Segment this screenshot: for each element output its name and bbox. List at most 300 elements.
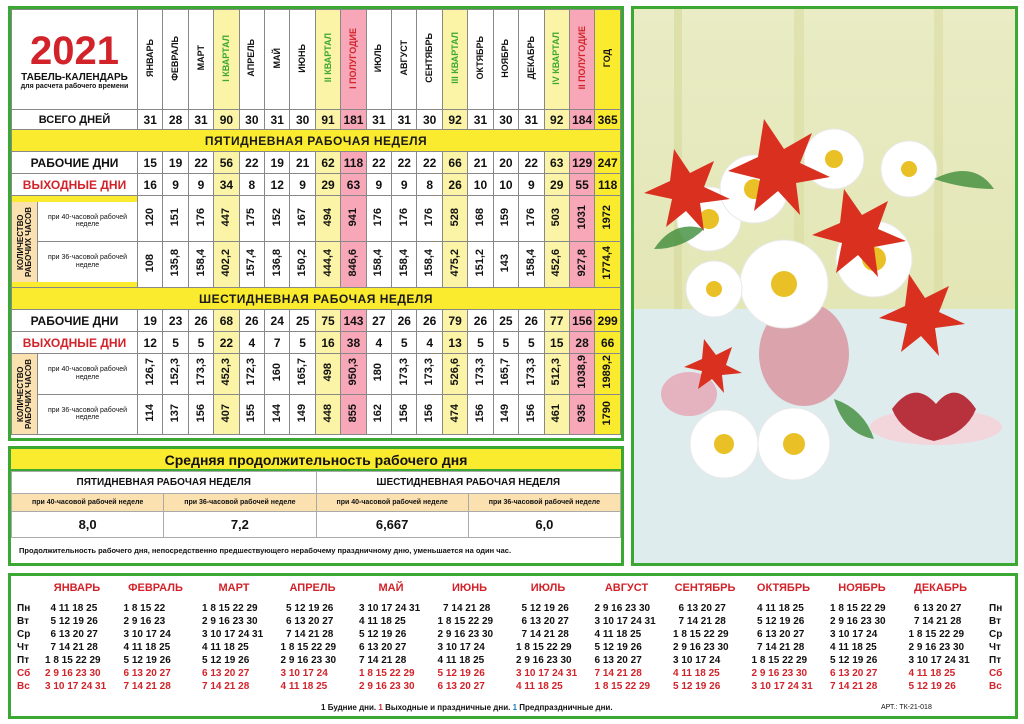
h36-value-text: 158,4 xyxy=(397,249,410,277)
h40-value xyxy=(366,354,391,395)
week-row: 5 12 19 26 xyxy=(673,681,721,692)
column-header-label: СЕНТЯБРЬ xyxy=(424,33,435,83)
h40-value xyxy=(493,196,518,242)
total-value: 92 xyxy=(442,110,467,130)
off-days-value: 10 xyxy=(493,174,518,196)
h40-value xyxy=(442,196,467,242)
h36-value xyxy=(138,394,163,435)
week-row: 1 8 15 22 29 xyxy=(830,603,886,614)
total-value: 31 xyxy=(138,110,163,130)
weekday-label: Чт xyxy=(989,642,1001,653)
total-value: 30 xyxy=(493,110,518,130)
h40-value-text: 176 xyxy=(397,207,410,227)
column-header-label: ОКТЯБРЬ xyxy=(474,36,485,80)
column-header xyxy=(265,10,290,110)
h36-value xyxy=(341,242,366,288)
off-days-value: 55 xyxy=(569,174,594,196)
h36-value xyxy=(163,242,188,288)
week-row: 7 14 21 28 xyxy=(751,642,805,653)
work-days-value: 26 xyxy=(519,310,544,332)
h40-value-text: 498 xyxy=(321,363,334,382)
off-days-value: 5 xyxy=(392,332,417,354)
hours-label: КОЛИЧЕСТВО РАБОЧИХ ЧАСОВ xyxy=(15,206,33,277)
week-row: 1 8 15 22 29 xyxy=(359,668,415,679)
week-row: 3 10 17 24 xyxy=(830,629,878,640)
flower-bouquet-illustration xyxy=(634,9,1015,563)
off-days-value: 66 xyxy=(595,332,621,354)
week-row: 4 11 18 25 xyxy=(359,616,406,627)
off-days-value: 4 xyxy=(239,332,264,354)
h40-value xyxy=(493,354,518,395)
week-row: 1 8 15 22 29 xyxy=(437,616,494,627)
total-value: 28 xyxy=(163,110,188,130)
h36-value-text: 157,4 xyxy=(245,249,258,277)
h36-value xyxy=(493,242,518,288)
year-calendar xyxy=(8,573,1018,719)
weekday-label: Ср xyxy=(989,629,1003,640)
h36-value-text: 156 xyxy=(524,403,537,422)
off-days-label: ВЫХОДНЫЕ ДНИ xyxy=(12,174,138,196)
h40-value xyxy=(214,196,239,242)
h36-value xyxy=(595,242,621,288)
h40-value-text: 176 xyxy=(194,207,207,227)
work-days-value: 19 xyxy=(163,152,188,174)
week-row: 7 14 21 28 xyxy=(673,616,726,627)
h36-value xyxy=(468,242,493,288)
h40-value-text: 950,3 xyxy=(346,358,359,387)
week-row: 4 11 18 25 xyxy=(594,629,642,640)
week-row: 3 10 17 24 xyxy=(437,642,485,653)
h36-value xyxy=(417,242,442,288)
h40-value xyxy=(442,354,467,395)
work-days-value: 26 xyxy=(239,310,264,332)
off-days-value: 9 xyxy=(188,174,213,196)
h36-value-text: 474 xyxy=(448,403,461,422)
weekday-label: Чт xyxy=(17,642,29,653)
week-row: 7 14 21 28 xyxy=(516,629,569,640)
h40-value-text: 175 xyxy=(245,207,258,227)
avg-sub-36b: при 36-часовой рабочей неделе xyxy=(468,494,620,512)
calendar-title: ТАБЕЛЬ-КАЛЕНДАРЬ xyxy=(21,71,128,83)
column-header xyxy=(442,10,467,110)
week-row: 7 14 21 28 xyxy=(280,629,334,640)
h40-value-text: 173,3 xyxy=(423,358,436,387)
month-days xyxy=(516,602,577,693)
total-value: 30 xyxy=(239,110,264,130)
h36-value-text: 144 xyxy=(270,403,283,422)
column-header-label: IV КВАРТАЛ xyxy=(551,31,562,85)
week-row: 6 13 20 27 xyxy=(437,681,485,692)
off-days-value: 5 xyxy=(290,332,315,354)
calendar-subtitle: для расчета рабочего времени xyxy=(20,82,129,90)
work-days-value: 22 xyxy=(188,152,213,174)
h40-value-text: 173,3 xyxy=(194,358,207,387)
h36-value-text: 149 xyxy=(296,403,309,422)
h40-value xyxy=(265,196,290,242)
week-row: 2 9 16 23 30 xyxy=(594,603,651,614)
h36-value-text: 158,4 xyxy=(524,249,537,277)
h40-value-text: 180 xyxy=(372,363,385,382)
weekday-label: Пн xyxy=(17,603,31,614)
h40-value xyxy=(138,196,163,242)
week-row: 2 9 16 23 30 xyxy=(202,616,258,627)
off-days-value: 15 xyxy=(544,332,569,354)
h36-value-text: 1790 xyxy=(601,400,614,425)
h40-value-text: 526,6 xyxy=(448,358,461,387)
avg-sub-36a: при 36-часовой рабочей неделе xyxy=(164,494,316,512)
week-row: 3 10 17 24 31 xyxy=(594,616,656,627)
work-days-value: 26 xyxy=(417,310,442,332)
month-name: ИЮНЬ xyxy=(451,582,488,594)
article-code: АРТ.: ТК-21-018 xyxy=(881,704,932,711)
off-days-value: 13 xyxy=(442,332,467,354)
h36-value xyxy=(493,394,518,435)
work-days-label: РАБОЧИЕ ДНИ xyxy=(12,152,138,174)
avg-value: 7,2 xyxy=(164,512,316,538)
column-header xyxy=(569,10,594,110)
h40-value xyxy=(138,354,163,395)
h40-value xyxy=(188,354,213,395)
workday-table xyxy=(8,6,624,441)
work-days-value: 26 xyxy=(188,310,213,332)
column-header xyxy=(595,10,621,110)
weekday-label: Вт xyxy=(17,616,29,627)
h36-value xyxy=(468,394,493,435)
week-row: 7 14 21 28 xyxy=(437,603,491,614)
off-days-value: 5 xyxy=(188,332,213,354)
h40-value xyxy=(341,196,366,242)
month-name: МАЙ xyxy=(378,582,404,594)
month-days xyxy=(595,602,656,693)
work-days-value: 25 xyxy=(290,310,315,332)
week-row: 6 13 20 27 xyxy=(830,668,878,679)
work-days-value: 22 xyxy=(239,152,264,174)
week-row: 4 11 18 25 xyxy=(516,681,563,692)
column-header-label: ИЮНЬ xyxy=(297,43,308,73)
week-row: 1 8 15 22 29 xyxy=(280,642,337,653)
avg-value: 8,0 xyxy=(12,512,164,538)
h40-value xyxy=(417,196,442,242)
avg-five-header: ПЯТИДНЕВНАЯ РАБОЧАЯ НЕДЕЛЯ xyxy=(12,472,317,494)
h36-value-text: 143 xyxy=(499,253,512,273)
total-label: ВСЕГО ДНЕЙ xyxy=(12,110,138,130)
week-row: 2 9 16 23 30 xyxy=(751,668,808,679)
h40-value xyxy=(544,196,569,242)
week-row: 3 10 17 24 31 xyxy=(202,629,264,640)
week-row: 2 9 16 23 30 xyxy=(673,642,729,653)
h40-value-text: 1038,9 xyxy=(575,355,588,390)
work-days-value: 77 xyxy=(544,310,569,332)
week-row: 2 9 16 23 30 xyxy=(908,642,965,653)
total-value: 31 xyxy=(519,110,544,130)
work-days-value: 19 xyxy=(265,152,290,174)
column-header-label: НОЯБРЬ xyxy=(500,38,511,78)
month-days xyxy=(281,602,337,693)
column-header-label: ФЕВРАЛЬ xyxy=(170,35,181,81)
week-row: 1 8 15 22 xyxy=(123,603,166,614)
week-row: 4 11 18 25 xyxy=(123,642,171,653)
work-days-value: 27 xyxy=(366,310,391,332)
title-cell xyxy=(12,10,138,110)
week-row: 5 12 19 26 xyxy=(594,642,642,653)
off-days-value: 38 xyxy=(341,332,366,354)
work-days-label: РАБОЧИЕ ДНИ xyxy=(12,310,138,332)
week-row: 4 11 18 25 xyxy=(202,642,249,653)
h36-value xyxy=(569,242,594,288)
week-row: 3 10 17 24 xyxy=(123,629,171,640)
weekday-labels-right xyxy=(989,602,1002,693)
work-days-value: 129 xyxy=(569,152,594,174)
total-value: 90 xyxy=(214,110,239,130)
h36-value-text: 1774,4 xyxy=(601,246,614,280)
week-row: 4 11 18 25 xyxy=(830,642,877,653)
weekday-label: Сб xyxy=(17,668,31,679)
work-days-value: 56 xyxy=(214,152,239,174)
month-days xyxy=(438,602,494,693)
h40-value xyxy=(392,354,417,395)
h40-value-text: 512,3 xyxy=(550,358,563,387)
h40-value-text: 173,3 xyxy=(397,358,410,387)
h40-value xyxy=(595,354,621,395)
total-value: 365 xyxy=(595,110,621,130)
section-title: ПЯТИДНЕВНАЯ РАБОЧАЯ НЕДЕЛЯ xyxy=(12,130,621,152)
week-row: 5 12 19 26 xyxy=(280,603,334,614)
column-header-label: ИЮЛЬ xyxy=(373,43,384,73)
total-value: 91 xyxy=(315,110,340,130)
week-row: 6 13 20 27 xyxy=(673,603,726,614)
avg-sub-40a: при 40-часовой рабочей неделе xyxy=(12,494,164,512)
work-days-value: 62 xyxy=(315,152,340,174)
month-name: СЕНТЯБРЬ xyxy=(674,582,736,594)
work-days-value: 21 xyxy=(468,152,493,174)
column-header-label: АПРЕЛЬ xyxy=(246,39,257,77)
section-title: ШЕСТИДНЕВНАЯ РАБОЧАЯ НЕДЕЛЯ xyxy=(12,288,621,310)
month-name: ЯНВАРЬ xyxy=(53,582,101,594)
h36-value xyxy=(442,242,467,288)
work-days-value: 22 xyxy=(417,152,442,174)
h40-value xyxy=(315,354,340,395)
off-days-value: 29 xyxy=(315,174,340,196)
work-days-value: 26 xyxy=(392,310,417,332)
h40-value-text: 167 xyxy=(296,207,309,227)
h36-value-text: 452,6 xyxy=(550,249,563,277)
h40-value-text: 168 xyxy=(473,207,486,227)
column-header xyxy=(417,10,442,110)
weekday-label: Пт xyxy=(17,655,30,666)
h40-value-text: 1972 xyxy=(601,204,614,230)
column-header-label: МАРТ xyxy=(195,45,206,71)
column-header-label: II КВАРТАЛ xyxy=(322,33,333,83)
h40-value xyxy=(188,196,213,242)
week-row: 1 8 15 22 29 xyxy=(516,642,572,653)
off-days-label: ВЫХОДНЫЕ ДНИ xyxy=(12,332,138,354)
h40-value xyxy=(595,196,621,242)
h36-value-text: 149 xyxy=(499,403,512,422)
h36-value xyxy=(569,394,594,435)
week-row: 1 8 15 22 29 xyxy=(594,681,651,692)
column-header-label: ДЕКАБРЬ xyxy=(525,36,536,80)
off-days-value: 34 xyxy=(214,174,239,196)
week-row: 4 11 18 25 xyxy=(751,603,804,614)
month-name: ОКТЯБРЬ xyxy=(756,582,811,594)
column-header-label: ЯНВАРЬ xyxy=(144,39,155,77)
weekday-label: Вт xyxy=(989,616,1001,627)
h36-value-text: 846,6 xyxy=(346,249,359,277)
h36-value-text: 156 xyxy=(194,403,207,422)
h36-value xyxy=(366,242,391,288)
week-row: 6 13 20 27 xyxy=(45,629,98,640)
h40-value xyxy=(519,196,544,242)
week-row: 2 9 16 23 30 xyxy=(359,681,415,692)
week-row: 1 8 15 22 29 xyxy=(202,603,258,614)
week-row: 4 11 18 25 xyxy=(908,668,956,679)
h40-value-text: 176 xyxy=(423,207,436,227)
week-row: 5 12 19 26 xyxy=(751,616,805,627)
h36-value xyxy=(442,394,467,435)
h36-value-text: 935 xyxy=(575,403,588,422)
h36-value xyxy=(544,394,569,435)
h36-value xyxy=(366,394,391,435)
column-header xyxy=(493,10,518,110)
legend xyxy=(321,703,613,712)
total-value: 31 xyxy=(366,110,391,130)
off-days-value: 12 xyxy=(265,174,290,196)
flower-photo xyxy=(631,6,1018,566)
avg-title: Средняя продолжительность рабочего дня xyxy=(11,449,621,471)
work-days-value: 143 xyxy=(341,310,366,332)
off-days-value: 8 xyxy=(417,174,442,196)
h40-value-text: 160 xyxy=(270,363,283,382)
column-header xyxy=(163,10,188,110)
off-days-value: 63 xyxy=(341,174,366,196)
column-header xyxy=(290,10,315,110)
week-row: 6 13 20 27 xyxy=(202,668,250,679)
h36-value-text: 158,4 xyxy=(423,249,436,277)
h36-value-text: 150,2 xyxy=(296,249,309,277)
avg-table xyxy=(11,471,621,538)
week-row: 1 8 15 22 29 xyxy=(673,629,729,640)
h36-value xyxy=(315,394,340,435)
h40-value-text: 165,7 xyxy=(499,358,512,387)
total-value: 30 xyxy=(417,110,442,130)
column-header-label: ГОД xyxy=(602,48,613,68)
h40-value-text: 176 xyxy=(524,207,537,227)
month-days xyxy=(752,602,813,693)
week-row: 5 12 19 26 xyxy=(123,655,171,666)
week-row: 2 9 16 23 30 xyxy=(516,655,572,666)
weekday-labels-left xyxy=(17,602,30,693)
week-row: 6 13 20 27 xyxy=(594,655,642,666)
week-row: 5 12 19 26 xyxy=(516,603,569,614)
weekday-label: Ср xyxy=(17,629,31,640)
work-days-value: 25 xyxy=(493,310,518,332)
legend-work: Будние дни. xyxy=(327,703,377,712)
week-row: 3 10 17 24 31 xyxy=(359,603,421,614)
h40-value-text: 447 xyxy=(219,207,232,227)
h36-value-text: 136,8 xyxy=(270,249,283,277)
h40-value xyxy=(468,354,493,395)
h40-value-text: 528 xyxy=(448,207,461,227)
h40-value-text: 1989,2 xyxy=(601,355,614,390)
work-days-value: 68 xyxy=(214,310,239,332)
week-row: 7 14 21 28 xyxy=(45,642,98,653)
week-row: 2 9 16 23 30 xyxy=(280,655,337,666)
week-row: 4 11 18 25 xyxy=(437,655,485,666)
h36-value xyxy=(290,394,315,435)
work-days-value: 19 xyxy=(138,310,163,332)
h40-value xyxy=(468,196,493,242)
h36-value-text: 158,4 xyxy=(194,249,207,277)
month-name: ИЮЛЬ xyxy=(530,582,566,594)
column-header-label: II ПОЛУГОДИЕ xyxy=(576,26,587,90)
week-row: 7 14 21 28 xyxy=(594,668,642,679)
week-row: 6 13 20 27 xyxy=(908,603,962,614)
avg-value: 6,0 xyxy=(468,512,620,538)
off-days-value: 16 xyxy=(138,174,163,196)
h36-value xyxy=(315,242,340,288)
column-header xyxy=(366,10,391,110)
month-days xyxy=(359,602,420,693)
week-row: 1 8 15 22 29 xyxy=(45,655,101,666)
h36-label: при 36-часовой рабочей неделе xyxy=(47,406,128,422)
avg-sub-40b: при 40-часовой рабочей неделе xyxy=(316,494,468,512)
h36-value xyxy=(290,242,315,288)
h36-value-text: 156 xyxy=(423,403,436,422)
h40-value xyxy=(569,354,594,395)
h40-value-text: 120 xyxy=(143,207,156,227)
off-days-value: 9 xyxy=(163,174,188,196)
off-days-value: 4 xyxy=(366,332,391,354)
h40-value-text: 176 xyxy=(372,207,385,227)
off-days-value: 118 xyxy=(595,174,621,196)
avg-value: 6,667 xyxy=(316,512,468,538)
h36-value-text: 448 xyxy=(321,403,334,422)
h40-value-text: 1031 xyxy=(575,204,588,230)
column-header xyxy=(544,10,569,110)
week-row: 5 12 19 26 xyxy=(359,629,407,640)
total-value: 31 xyxy=(392,110,417,130)
h40-value xyxy=(239,354,264,395)
off-days-value: 5 xyxy=(163,332,188,354)
off-days-value: 9 xyxy=(392,174,417,196)
h40-value xyxy=(163,196,188,242)
work-days-value: 23 xyxy=(163,310,188,332)
h40-value-text: 173,3 xyxy=(473,358,486,387)
h36-value xyxy=(239,394,264,435)
legend-holiday: Выходные и праздничные дни. xyxy=(385,703,511,712)
h40-value-text: 151 xyxy=(169,207,182,227)
h36-label: при 36-часовой рабочей неделе xyxy=(47,254,128,269)
week-row: 2 9 16 23 30 xyxy=(437,629,494,640)
legend-number: 1 xyxy=(321,703,326,712)
h40-value xyxy=(163,354,188,395)
week-row: 1 8 15 22 29 xyxy=(908,629,965,640)
week-row: 4 11 18 25 xyxy=(673,668,720,679)
week-row: 6 13 20 27 xyxy=(123,668,171,679)
hours-label-cell xyxy=(12,354,138,435)
week-row: 7 14 21 28 xyxy=(123,681,171,692)
weekday-label: Сб xyxy=(989,668,1003,679)
h36-value xyxy=(188,242,213,288)
month-days xyxy=(909,602,970,693)
work-days-value: 26 xyxy=(468,310,493,332)
week-row: 6 13 20 27 xyxy=(516,616,569,627)
total-value: 31 xyxy=(265,110,290,130)
year-title: 2021 xyxy=(30,28,119,73)
work-days-value: 247 xyxy=(595,152,621,174)
week-row: 3 10 17 24 31 xyxy=(908,655,970,666)
h40-value xyxy=(315,196,340,242)
